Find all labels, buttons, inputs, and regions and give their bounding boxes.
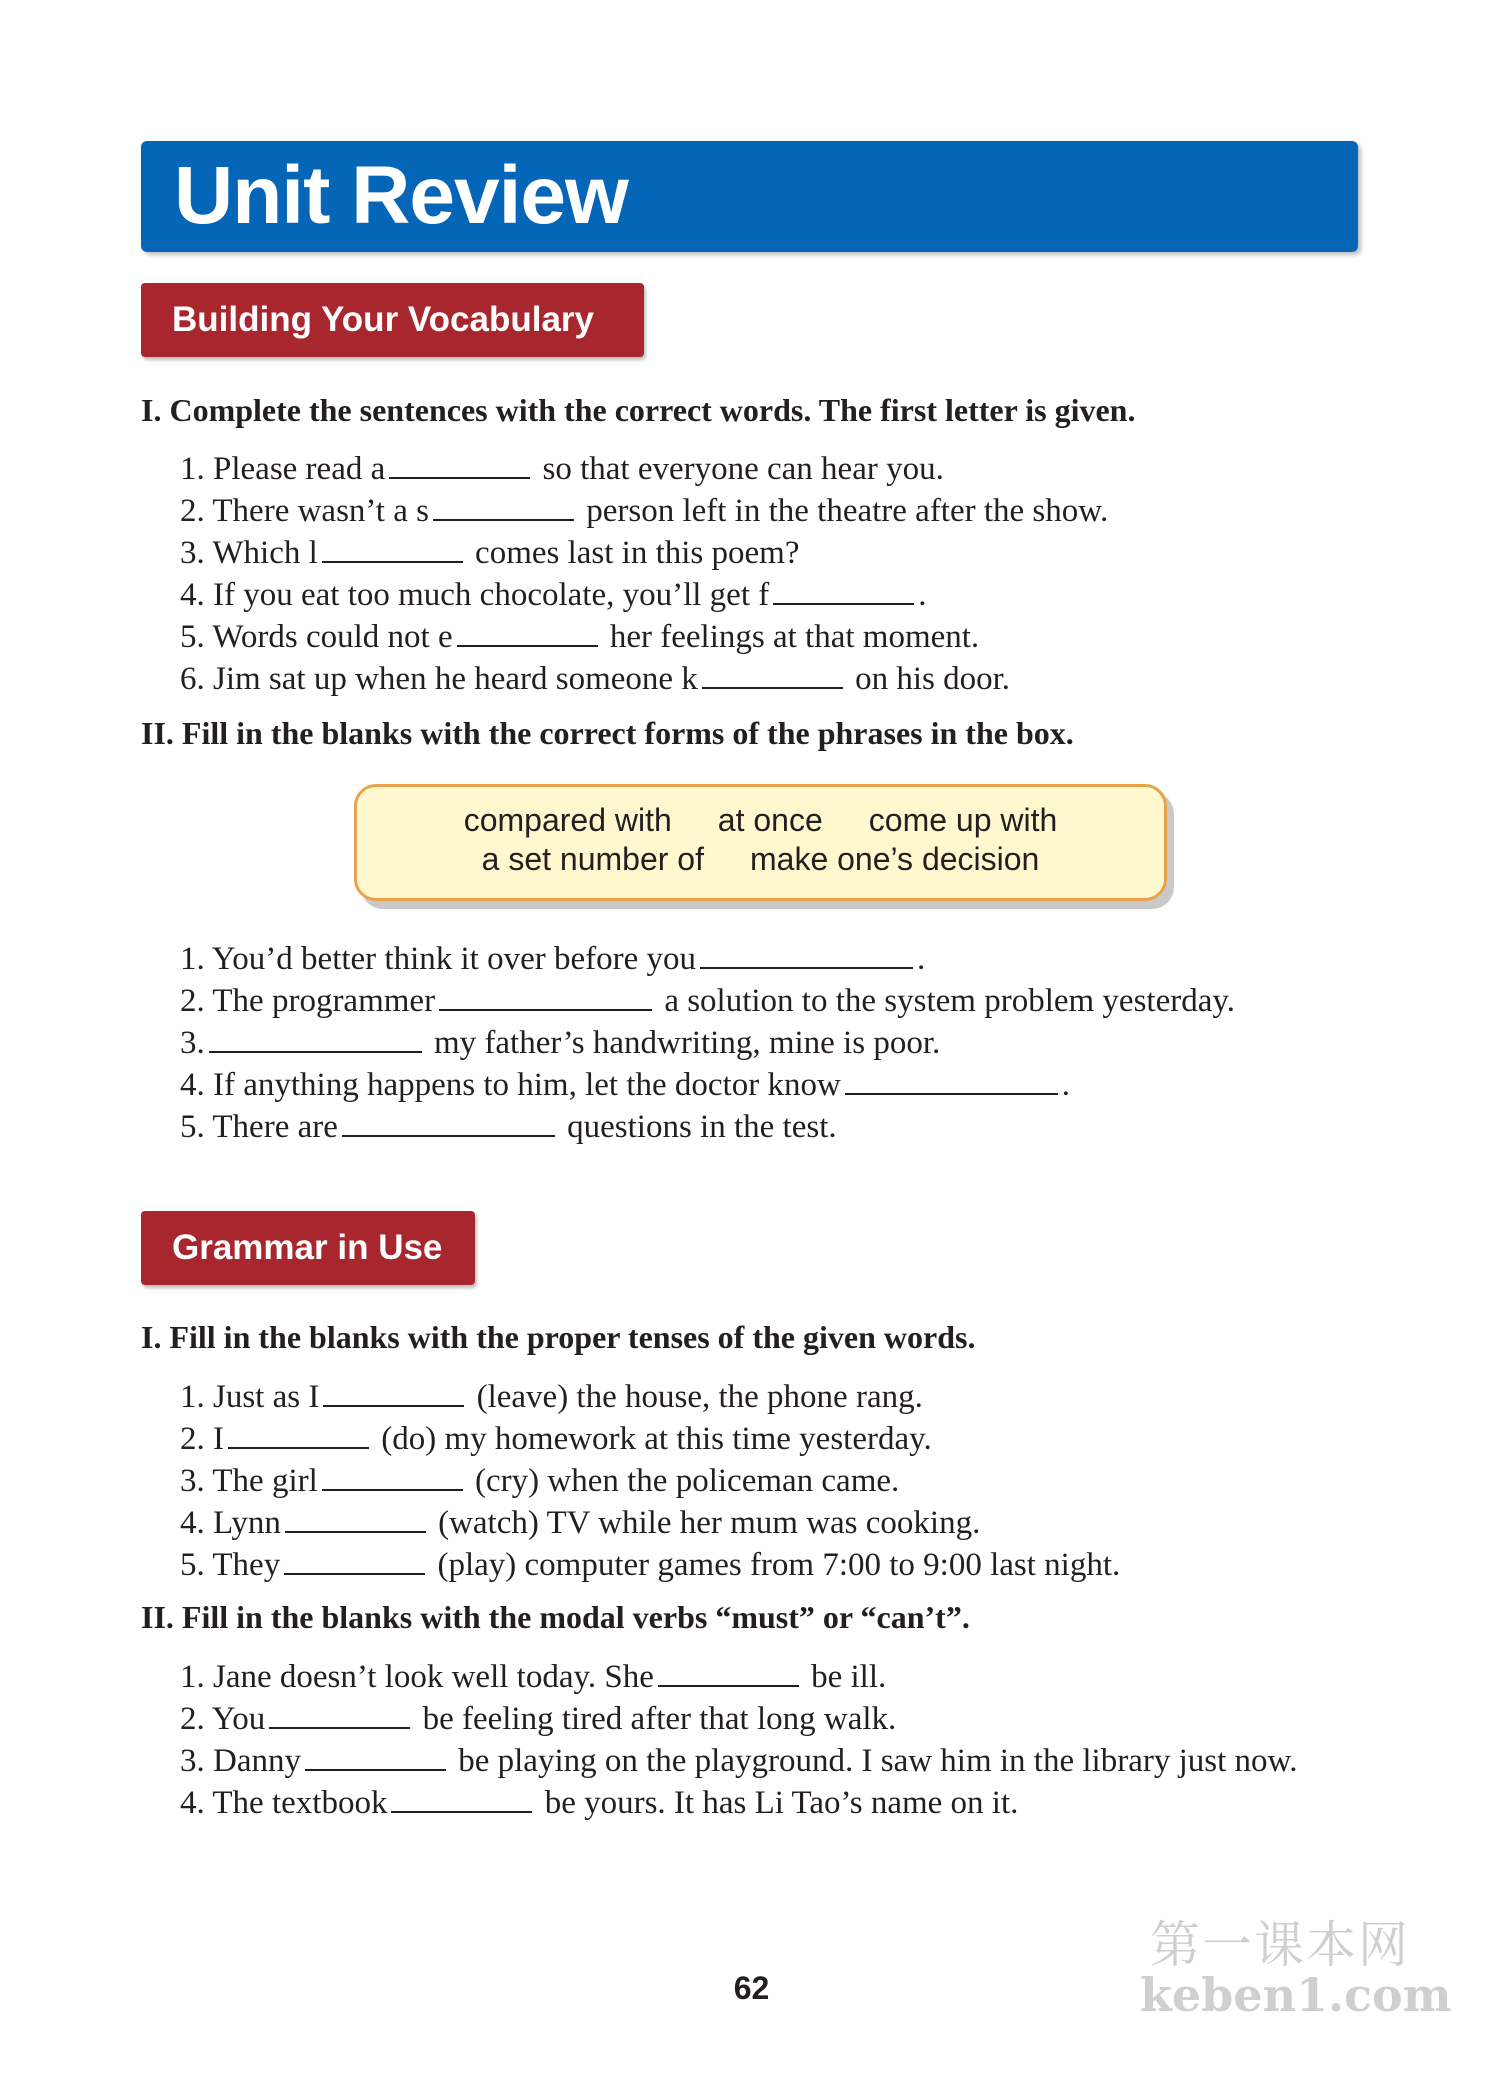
- list-item: 5. Words could not e her feelings at that moment.: [180, 619, 980, 655]
- section-tag-vocabulary: Building Your Vocabulary: [141, 283, 644, 357]
- list-item: 3. my father’s handwriting, mine is poor.: [180, 1025, 941, 1061]
- watermark: [1140, 1916, 1452, 2022]
- answer-blank[interactable]: [284, 1545, 425, 1575]
- list-item: 4. If you eat too much chocolate, you’ll get f .: [180, 577, 927, 613]
- phrase: compared with: [463, 802, 672, 838]
- phrase-row: [357, 840, 1164, 879]
- answer-blank[interactable]: [323, 1377, 464, 1407]
- watermark-cn: 第一课本网: [1150, 1916, 1410, 1974]
- phrase: come up with: [868, 802, 1058, 838]
- list-item: 3. Which l comes last in this poem?: [180, 535, 800, 571]
- list-item: 5. They (play) computer games from 7:00 to 9:00 last night.: [180, 1547, 1121, 1583]
- answer-blank[interactable]: [305, 1741, 446, 1771]
- answer-blank[interactable]: [269, 1699, 410, 1729]
- phrase: make one’s decision: [749, 841, 1040, 877]
- page-number: 62: [733, 1970, 770, 2006]
- answer-blank[interactable]: [457, 617, 598, 647]
- section-tag-grammar: Grammar in Use: [141, 1211, 475, 1285]
- list-item: 5. There are questions in the test.: [180, 1109, 837, 1145]
- title-bar: [141, 141, 1358, 252]
- page-title: Unit Review: [174, 150, 628, 241]
- answer-blank[interactable]: [439, 981, 652, 1011]
- answer-blank[interactable]: [700, 939, 913, 969]
- list-item: 2. The programmer a solution to the system problem yesterday.: [180, 983, 1235, 1019]
- answer-blank[interactable]: [228, 1419, 369, 1449]
- phrase: a set number of: [481, 841, 704, 877]
- list-item: 1. Jane doesn’t look well today. She be ill.: [180, 1659, 887, 1695]
- answer-blank[interactable]: [209, 1023, 422, 1053]
- list-item: 2. I (do) my homework at this time yesterday.: [180, 1421, 932, 1457]
- list-item: 2. There wasn’t a s person left in the theatre after the show.: [180, 493, 1109, 529]
- list-item: 6. Jim sat up when he heard someone k on his door.: [180, 661, 1010, 697]
- list-item: 4. If anything happens to him, let the doctor know .: [180, 1067, 1071, 1103]
- grammar-part2-list: [180, 1656, 1297, 1824]
- list-item: 1. Please read a so that everyone can hear you.: [180, 451, 944, 487]
- list-item: 1. Just as I (leave) the house, the phone rang.: [180, 1379, 923, 1415]
- answer-blank[interactable]: [433, 491, 574, 521]
- vocab-part2-list: [180, 938, 1235, 1148]
- list-item: 4. Lynn (watch) TV while her mum was cooking.: [180, 1505, 981, 1541]
- grammar-part2-heading: II. Fill in the blanks with the modal verbs “must” or “can’t”.: [141, 1599, 970, 1635]
- list-item: 4. The textbook be yours. It has Li Tao’s name on it.: [180, 1785, 1019, 1821]
- list-item: 1. You’d better think it over before you .: [180, 941, 926, 977]
- vocab-part1-heading: I. Complete the sentences with the correct words. The first letter is given.: [141, 392, 1136, 428]
- vocab-part1-list: [180, 448, 1108, 700]
- grammar-part1-heading: I. Fill in the blanks with the proper tenses of the given words.: [141, 1319, 976, 1355]
- answer-blank[interactable]: [342, 1107, 555, 1137]
- answer-blank[interactable]: [285, 1503, 426, 1533]
- list-item: 3. Danny be playing on the playground. I saw him in the library just now.: [180, 1743, 1298, 1779]
- phrase: at once: [717, 802, 823, 838]
- answer-blank[interactable]: [389, 449, 530, 479]
- vocab-part2-heading: II. Fill in the blanks with the correct forms of the phrases in the box.: [141, 715, 1074, 751]
- list-item: 2. You be feeling tired after that long walk.: [180, 1701, 897, 1737]
- answer-blank[interactable]: [322, 533, 463, 563]
- phrase-row: [357, 801, 1164, 840]
- answer-blank[interactable]: [845, 1065, 1058, 1095]
- watermark-en: keben1.com: [1140, 1968, 1452, 2022]
- answer-blank[interactable]: [322, 1461, 463, 1491]
- answer-blank[interactable]: [773, 575, 914, 605]
- phrase-box: [354, 784, 1167, 901]
- grammar-part1-list: [180, 1376, 1120, 1586]
- list-item: 3. The girl (cry) when the policeman came.: [180, 1463, 900, 1499]
- answer-blank[interactable]: [391, 1783, 532, 1813]
- answer-blank[interactable]: [702, 659, 843, 689]
- answer-blank[interactable]: [658, 1657, 799, 1687]
